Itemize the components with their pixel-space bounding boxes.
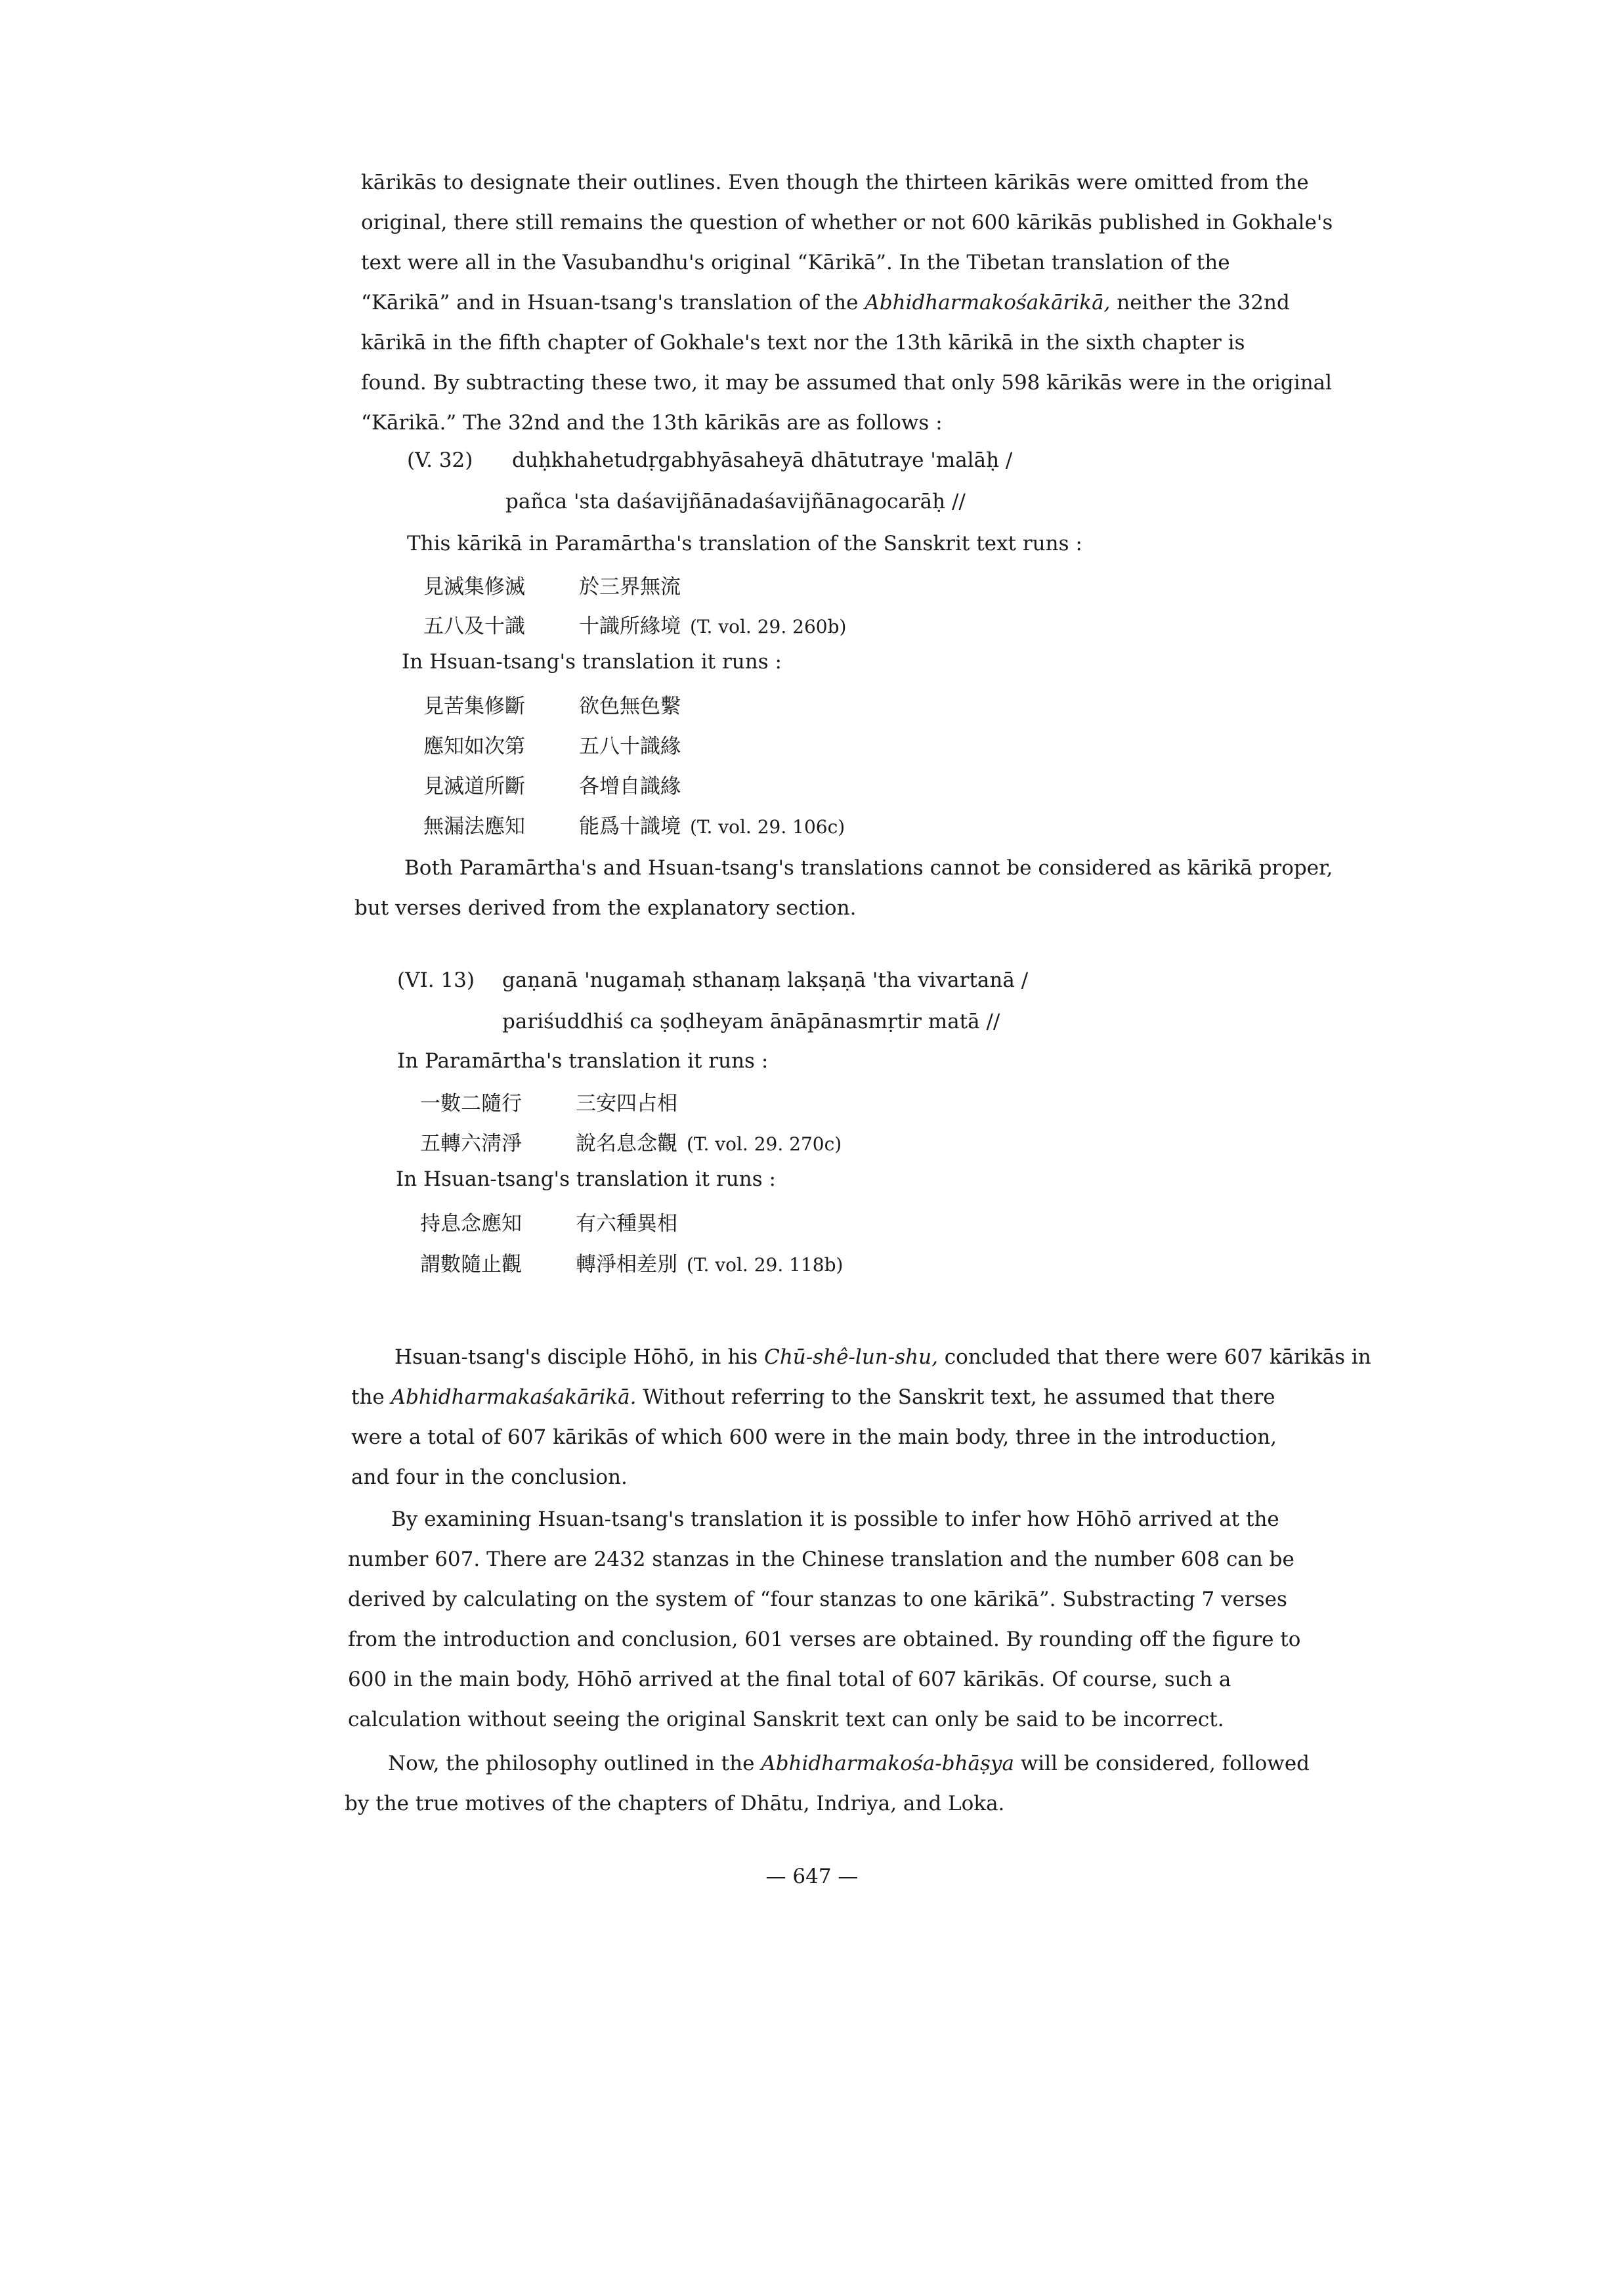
p3-line-1-title: Abhidharmakaśakārikā. [391, 1385, 637, 1409]
cjk-col-a: 五轉六淸淨 [420, 1132, 522, 1156]
verse-v32-label: (V. 32) [407, 448, 473, 472]
taisho-reference: (T. vol. 29. 260b) [690, 616, 847, 638]
cjk-col-a: 應知如次第 [423, 735, 525, 758]
p5-line-1: by the true motives of the chapters of Dhātu, Indriya, and Loka. [345, 1792, 1005, 1815]
p3-line-1-a: the [351, 1385, 391, 1409]
paragraph-5 [345, 1744, 1362, 1824]
cjk-col-b: 三安四占相 [576, 1092, 677, 1116]
p2-line-0: Both Paramārtha's and Hsuan-tsang's translations cannot be considered as kārikā proper, [404, 856, 1333, 880]
p1-line-3-a: “Kārikā” and in Hsuan-tsang's translation of the [361, 291, 865, 314]
p2-line-1: but verses derived from the explanatory section. [354, 896, 857, 920]
p4-line-2: derived by calculating on the system of “four stanzas to one kārikā”. Substracting 7 verses [348, 1588, 1287, 1611]
p1-line-6: “Kārikā.” The 32nd and the 13th kārikās are as follows : [361, 411, 943, 435]
v13-hsuan-row-0 [420, 1207, 677, 1236]
p5-line-0-a: Now, the philosophy outlined in the [388, 1752, 761, 1775]
verse-v13-line1: gaṇanā 'nugamaḥ sthanaṃ lakṣaṇā 'tha vivartanā / [502, 968, 1029, 992]
p3-line-0-c: concluded that there were 607 kārikās in [937, 1345, 1371, 1369]
paragraph-1 [361, 163, 1378, 443]
v13-param-row-1 [420, 1127, 842, 1156]
cjk-col-b: 各增自識緣 [579, 775, 681, 798]
verse-v32-line1: duḥkhahetudṛgabhyāsaheyā dhātutraye 'malāḥ / [512, 448, 1013, 472]
p4-line-4: 600 in the main body, Hōhō arrived at the final total of 607 kārikās. Of course, such a [348, 1668, 1231, 1691]
cjk-col-a: 見滅集修滅 [423, 575, 525, 599]
taisho-reference: (T. vol. 29. 106c) [690, 816, 845, 838]
v13-hsuan-intro: In Hsuan-tsang's translation it runs : [396, 1167, 776, 1191]
p4-line-5: calculation without seeing the original Sanskrit text can only be said to be incorrect. [348, 1708, 1224, 1731]
cjk-col-a: 持息念應知 [420, 1212, 522, 1236]
v32-param-intro: This kārikā in Paramārtha's translation of the Sanskrit text runs : [407, 532, 1082, 555]
v13-hsuan-row-1 [420, 1247, 843, 1277]
cjk-col-a: 一數二隨行 [420, 1092, 522, 1116]
v13-param-row-0 [420, 1087, 677, 1116]
v32-hsuan-row-2 [423, 769, 681, 799]
v32-param-row-1 [423, 609, 846, 639]
p1-line-3-title: Abhidharmakośakārikā, [865, 291, 1111, 314]
v32-hsuan-row-1 [423, 729, 681, 759]
p1-line-5: found. By subtracting these two, it may be assumed that only 598 kārikās were in the original [361, 371, 1333, 395]
verse-v13-label: (VI. 13) [397, 968, 475, 992]
cjk-col-b: 於三界無流 [579, 575, 681, 599]
cjk-col-a: 見苦集修斷 [423, 695, 525, 718]
cjk-col-b: 能爲十識境 [579, 815, 681, 838]
p3-line-0 [351, 1337, 1369, 1377]
verse-v13-line2: pariśuddhiś ca ṣoḍheyam ānāpānasmṛtir matā // [502, 1010, 1000, 1033]
v32-hsuan-intro: In Hsuan-tsang's translation it runs : [402, 650, 782, 674]
p1-line-2: text were all in the Vasubandhu's original “Kārikā”. In the Tibetan translation of the [361, 251, 1230, 274]
p4-line-0: By examining Hsuan-tsang's translation it is possible to infer how Hōhō arrived at the [391, 1507, 1279, 1531]
p3-line-3: and four in the conclusion. [351, 1465, 628, 1489]
cjk-col-b: 有六種異相 [576, 1212, 677, 1236]
verse-v32 [407, 448, 1012, 472]
taisho-reference: (T. vol. 29. 270c) [687, 1133, 842, 1155]
p3-line-0-title: Chū-shê-lun-shu, [764, 1345, 938, 1369]
p1-line-1: original, there still remains the question of whether or not 600 kārikās published in Gokhale's [361, 211, 1333, 234]
p5-line-0-c: will be considered, followed [1014, 1752, 1310, 1775]
verse-v32-line2: pañca 'sta daśavijñānadaśavijñānagocarāḥ // [505, 490, 966, 513]
page-number: — 647 — [765, 1865, 859, 1888]
cjk-col-b: 十識所緣境 [579, 615, 681, 638]
p3-line-1-c: Without referring to the Sanskrit text, he assumed that there [636, 1385, 1275, 1409]
p5-line-0 [345, 1744, 1362, 1784]
cjk-col-a: 謂數隨止觀 [420, 1253, 522, 1276]
p3-line-0-a: Hsuan-tsang's disciple Hōhō, in his [395, 1345, 765, 1369]
p1-line-3 [361, 283, 1378, 323]
paragraph-4 [348, 1500, 1365, 1740]
p1-line-3-c: neither the 32nd [1110, 291, 1290, 314]
cjk-col-b: 轉淨相差別 [576, 1253, 677, 1276]
cjk-col-a: 無漏法應知 [423, 815, 525, 838]
v32-hsuan-row-0 [423, 689, 681, 719]
p4-line-3: from the introduction and conclusion, 601 verses are obtained. By rounding off the figure to [348, 1628, 1301, 1651]
v13-param-intro: In Paramārtha's translation it runs : [397, 1049, 769, 1073]
cjk-col-a: 見滅道所斷 [423, 775, 525, 798]
p1-line-0: kārikās to designate their outlines. Even though the thirteen kārikās were omitted from the [361, 171, 1309, 194]
p3-line-1 [351, 1377, 1369, 1418]
p3-line-2: were a total of 607 kārikās of which 600 were in the main body, three in the introduction, [351, 1425, 1277, 1449]
taisho-reference: (T. vol. 29. 118b) [687, 1254, 844, 1276]
cjk-col-b: 說名息念觀 [576, 1132, 677, 1156]
cjk-col-b: 欲色無色繫 [579, 695, 681, 718]
verse-v13 [397, 968, 1028, 992]
v32-param-row-0 [423, 570, 681, 599]
p5-line-0-title: Abhidharmakośa-bhāṣya [761, 1752, 1014, 1775]
p1-line-4: kārikā in the fifth chapter of Gokhale's text nor the 13th kārikā in the sixth chapter is [361, 331, 1245, 355]
paragraph-3 [351, 1337, 1369, 1498]
cjk-col-a: 五八及十識 [423, 615, 525, 638]
cjk-col-b: 五八十識緣 [579, 735, 681, 758]
v32-hsuan-row-3 [423, 810, 845, 839]
paragraph-2 [354, 848, 1378, 928]
p4-line-1: number 607. There are 2432 stanzas in the Chinese translation and the number 608 can be [348, 1548, 1294, 1571]
